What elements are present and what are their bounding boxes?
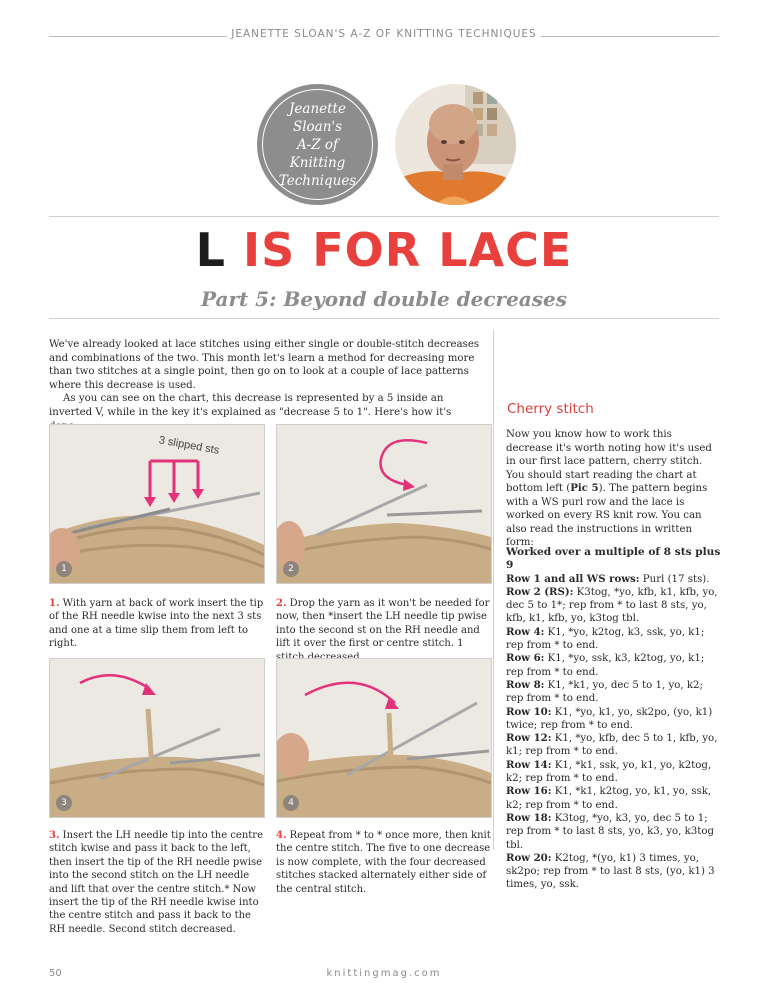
step-text: With yarn at back of work insert the tip of the RH needle kwise into the next 3 sts and one at a time slip them from left to right. [49,598,264,650]
step-text: Insert the LH needle tip into the centre stitch kwise and pass it back to the left, then insert the tip of the RH needle pwise into the second stitch on the LH needle and lift that over the centre stitch.* Now insert the tip of the RH needle kwise into the centre stitch and pass it back to the RH needle. Second stitch decreased. [49,830,264,935]
row-label: Row 20: [506,851,552,864]
row-text: K1, *k1, k2tog, yo, k1, yo, ssk, k2; rep from * to end. [506,786,712,811]
step-photo-2 [276,424,492,584]
row-text: K3tog, *yo, k3, yo, dec 5 to 1; rep from * to last 8 sts, yo, k3, yo, k3tog tbl. [506,812,715,851]
row-label: Row 1 and all WS rows: [506,572,640,585]
pattern-row [506,586,721,626]
badge-line: A-Z of Knitting [289,136,346,171]
step-text: Repeat from * to * once more, then knit the centre stitch. The five to one decrease is now complete, with the four decreased stitches stacked alternately either side of the central stitch. [276,830,491,895]
divider [49,216,719,217]
row-text: K1, *yo, ssk, k3, k2tog, yo, k1; rep from * to end. [506,653,705,678]
step-number-badge: 4 [283,795,299,811]
badge-line: Techniques [278,172,357,189]
row-text: K3tog, *yo, kfb, k1, kfb, yo, dec 5 to 1*; rep from * to last 8 sts, yo, kfb, k1, kfb, yo, k3tog tbl. [506,586,718,625]
row-label: Row 16: [506,785,552,798]
pattern-row [506,706,721,733]
row-text: K2tog, *(yo, k1) 3 times, yo, sk2po; rep from * to last 8 sts, (yo, k1) 3 times, yo, ssk. [506,852,715,891]
step-number: 4. [276,830,287,841]
pattern-row [506,785,721,812]
step-number-badge: 3 [56,795,72,811]
pic-reference: Pic 5 [570,482,599,494]
step-number-badge: 1 [56,561,72,577]
title-rest: IS FOR LACE [225,223,573,277]
pattern-row [506,759,721,786]
pattern-row [506,679,721,706]
step-photo-4 [276,658,492,818]
pattern-row [506,812,721,852]
photo-annotation: 3 slipped sts [157,434,221,457]
page-title [0,220,768,280]
column-divider [493,330,494,850]
step-caption-3 [49,829,265,936]
title-letter: L [195,223,226,277]
step-photo-1 [49,424,265,584]
badge-line: Jeanette [289,100,346,117]
row-label: Row 10: [506,705,552,718]
author-portrait [395,84,516,205]
row-label: Row 18: [506,811,552,824]
pattern-row [506,626,721,653]
row-label: Row 6: [506,652,545,665]
step-number: 3. [49,830,60,841]
series-badge [257,84,378,205]
row-label: Row 4: [506,625,545,638]
row-label: Row 14: [506,758,552,771]
row-label: Row 8: [506,678,545,691]
step-number-badge: 2 [283,561,299,577]
divider [49,318,719,319]
step-caption-2 [276,597,492,664]
row-label: Row 12: [506,732,552,745]
footer-website: knittingmag.com [326,968,442,979]
intro-text [49,338,483,433]
row-text: K1, *yo, kfb, dec 5 to 1, kfb, yo, k1; rep from * to end. [506,733,718,758]
pattern-instructions [506,546,721,892]
pattern-row [506,852,721,892]
sidebar-heading: Cherry stitch [507,401,594,417]
row-text: K1, *yo, k1, yo, sk2po, (yo, k1) twice; rep from * to end. [506,706,713,731]
badge-line: Sloan's [292,118,343,135]
pattern-multiple: Worked over a multiple of 8 sts plus 9 [506,546,721,572]
pattern-row [506,732,721,759]
intro-paragraph: As you can see on the chart, this decrease is represented by a 5 inside an inverted V, while in the key it's explained as "decrease 5 to 1". Here's how it's [49,393,452,418]
step-number: 1. [49,598,60,609]
pattern-row [506,652,721,679]
page-number: 50 [49,968,62,979]
row-text: Purl (17 sts). [639,573,710,585]
row-label: Row 2 (RS): [506,585,574,598]
step-photo-3 [49,658,265,818]
subtitle: Part 5: Beyond double decreases [200,287,568,311]
pattern-row [506,573,721,586]
row-text: K1, *k1, ssk, yo, k1, yo, k2tog, k2; rep from * to end. [506,759,712,785]
sidebar-text: Now you know how to work this decrease it's worth noting how it's used in our first lace pattern, cherry stitch. You should start reading the chart at bottom left ( [506,429,712,494]
step-number: 2. [276,598,287,609]
sidebar-body [506,428,716,550]
row-text: K1, *yo, k2tog, k3, ssk, yo, k1; rep from * to end. [506,626,705,652]
sidebar-text: ). The pattern begins with a WS purl row and the lace is worked on every RS knit row. You can also read the instructions in written form: [506,483,708,548]
row-text: K1, *k1, yo, dec 5 to 1, yo, k2; rep from * to end. [506,679,703,705]
intro-paragraph: We've already looked at lace stitches using either single or double-stitch decreases and combinations of the two. This month let's learn a method for decreasing more than two stitches at a single point, then go on to look at a couple of lace patterns where this decrease is used. [49,339,480,391]
step-caption-4 [276,829,492,896]
running-title: JEANETTE SLOAN'S A-Z OF KNITTING TECHNIQUES [231,28,537,40]
step-text: Drop the yarn as it won't be needed for now, then *insert the LH needle tip pwise into the second st on the RH needle and lift it over the first or centre stitch. 1 [276,598,490,650]
step-caption-1 [49,597,265,651]
